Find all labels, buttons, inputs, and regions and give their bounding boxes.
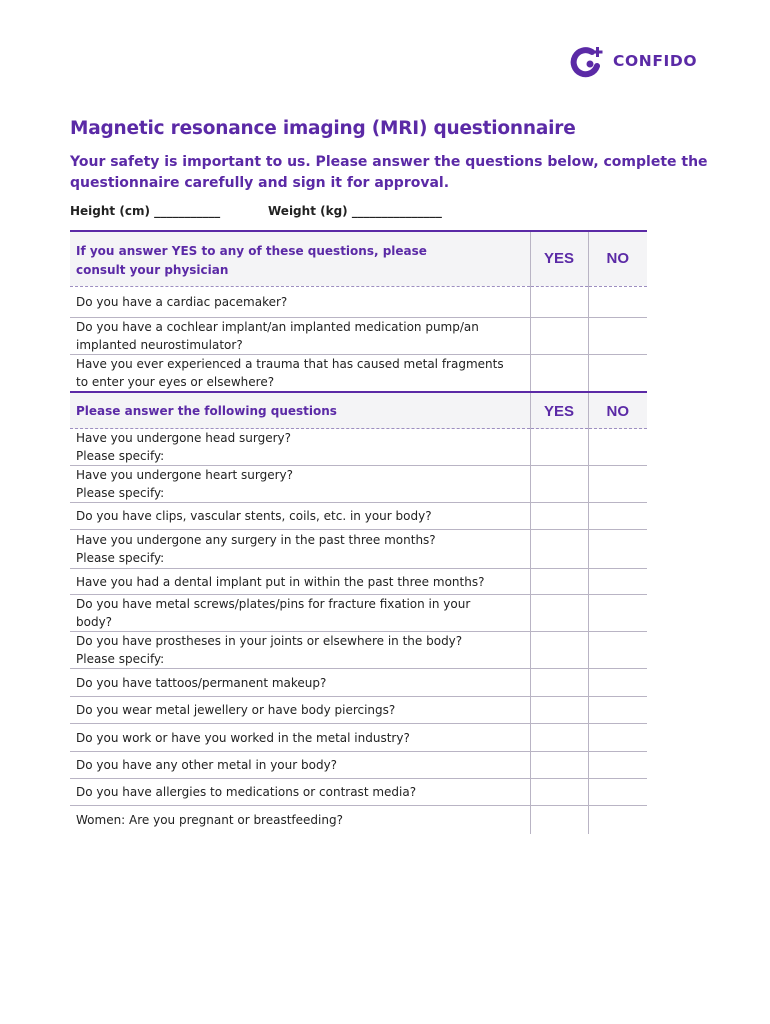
question-text: Do you have tattoos/permanent makeup?: [70, 669, 530, 697]
question-text: Do you have allergies to medications or contrast media?: [70, 779, 530, 806]
yes-checkbox[interactable]: [530, 503, 588, 530]
no-checkbox[interactable]: [588, 286, 647, 317]
question-row: [70, 429, 647, 466]
question-text: Do you have clips, vascular stents, coils, etc. in your body?: [70, 503, 530, 530]
yes-checkbox[interactable]: [530, 779, 588, 806]
question-row: [70, 669, 647, 697]
question-row: [70, 806, 647, 834]
no-checkbox[interactable]: [588, 429, 647, 466]
yes-column-header: YES: [530, 392, 588, 429]
no-checkbox[interactable]: [588, 752, 647, 779]
no-checkbox[interactable]: [588, 669, 647, 697]
yes-checkbox[interactable]: [530, 286, 588, 317]
question-row: [70, 286, 647, 317]
question-row: [70, 697, 647, 724]
section1-header-row: [70, 231, 647, 286]
no-checkbox[interactable]: [588, 530, 647, 569]
question-text: Women: Are you pregnant or breastfeeding?: [76, 812, 343, 827]
no-checkbox[interactable]: [588, 354, 647, 392]
yes-checkbox[interactable]: [530, 669, 588, 697]
question-row: [70, 752, 647, 779]
question-text: Do you have a cochlear implant/an implanted medication pump/an implanted neurostimulator?: [70, 317, 530, 354]
page-subtitle: Your safety is important to us. Please answer the questions below, complete the questionnaire carefully and sign it for approval.: [70, 154, 708, 191]
section2-header-row: [70, 392, 647, 429]
question-text: Have you undergone heart surgery? Please specify:: [70, 466, 530, 503]
no-checkbox[interactable]: [588, 697, 647, 724]
yes-checkbox[interactable]: [530, 632, 588, 669]
yes-checkbox[interactable]: [530, 429, 588, 466]
confido-logo-icon: [570, 44, 606, 78]
question-row: [70, 466, 647, 503]
no-checkbox[interactable]: [588, 724, 647, 752]
yes-checkbox[interactable]: [530, 530, 588, 569]
no-checkbox[interactable]: [588, 503, 647, 530]
no-checkbox[interactable]: [588, 779, 647, 806]
page-title: Magnetic resonance imaging (MRI) questionnaire: [70, 118, 576, 139]
question-text: Do you have any other metal in your body?: [70, 752, 530, 779]
question-row: [70, 632, 647, 669]
no-checkbox[interactable]: [588, 632, 647, 669]
no-checkbox[interactable]: [588, 317, 647, 354]
yes-checkbox[interactable]: [530, 354, 588, 392]
question-text: Do you have prostheses in your joints or elsewhere in the body? Please specify:: [70, 632, 530, 669]
question-text: Have you undergone any surgery in the past three months? Please specify:: [70, 530, 530, 569]
yes-checkbox[interactable]: [530, 697, 588, 724]
no-checkbox[interactable]: [588, 595, 647, 632]
yes-checkbox[interactable]: [530, 466, 588, 503]
confido-logo: [570, 44, 697, 78]
yes-checkbox[interactable]: [530, 724, 588, 752]
section1-heading: If you answer YES to any of these questions, please consult your physician: [70, 231, 530, 286]
question-row: [70, 530, 647, 569]
question-text: Do you have a cardiac pacemaker?: [70, 286, 530, 317]
yes-column-header: YES: [530, 231, 588, 286]
question-row: [70, 779, 647, 806]
no-checkbox[interactable]: [588, 569, 647, 595]
question-text: Do you wear metal jewellery or have body piercings?: [70, 697, 530, 724]
question-text: Have you ever experienced a trauma that has caused metal fragments to enter your eyes or elsewhere?: [70, 354, 530, 392]
height-field[interactable]: Height (cm) ___________: [70, 204, 221, 218]
yes-checkbox[interactable]: [530, 569, 588, 595]
question-text: Do you work or have you worked in the metal industry?: [70, 724, 530, 752]
yes-checkbox[interactable]: [530, 752, 588, 779]
questionnaire-table: [70, 230, 647, 834]
question-row: [70, 595, 647, 632]
question-row: [70, 569, 647, 595]
yes-checkbox[interactable]: [530, 806, 588, 834]
question-row: [70, 354, 647, 392]
question-text: Have you undergone head surgery? Please specify:: [70, 429, 530, 466]
no-column-header: NO: [588, 392, 647, 429]
section2-heading: Please answer the following questions: [70, 392, 530, 429]
logo-text: CONFIDO: [613, 52, 698, 70]
question-row: [70, 503, 647, 530]
no-column-header: NO: [588, 231, 647, 286]
weight-field[interactable]: Weight (kg) _______________: [268, 204, 442, 218]
yes-checkbox[interactable]: [530, 317, 588, 354]
no-checkbox[interactable]: [588, 806, 647, 834]
yes-checkbox[interactable]: [530, 595, 588, 632]
question-row: [70, 317, 647, 354]
question-row: [70, 724, 647, 752]
question-text: Have you had a dental implant put in within the past three months?: [70, 569, 530, 595]
no-checkbox[interactable]: [588, 466, 647, 503]
question-text: Do you have metal screws/plates/pins for fracture fixation in your body?: [70, 595, 530, 632]
